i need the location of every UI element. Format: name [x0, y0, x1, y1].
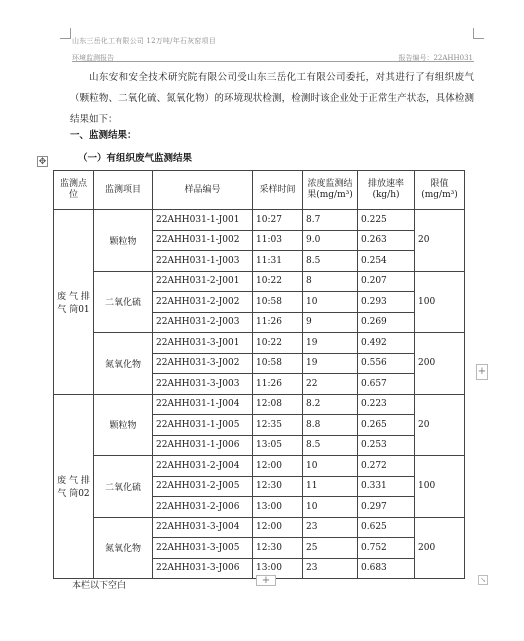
blank-below-note: 本栏以下空白 — [72, 581, 127, 591]
cell-monitoring-item: 氮氧化物 — [94, 517, 153, 579]
intro-paragraph: 山东安和安全技术研究院有限公司受山东三岳化工有限公司委托，对其进行了有组织废气（颗粒物、二氧化硫、氮氧化物）的环境现状检测，检测时该企业处于正常生产状态，具体检测结果如下： — [70, 72, 474, 125]
cell-sample-id: 22AHH031-3-J004 — [153, 517, 253, 538]
cell-rate: 0.254 — [358, 251, 415, 272]
cell-limit: 100 — [415, 271, 465, 333]
cell-time: 12:00 — [253, 456, 303, 477]
cell-monitoring-item: 二氧化硫 — [94, 456, 153, 518]
header-cell-limit: 限值(mg/m³) — [415, 171, 465, 210]
section-heading: 一、监测结果： — [70, 130, 137, 141]
header-report-number: 报告编号：22AHH031 — [398, 54, 473, 62]
cell-rate: 0.269 — [358, 312, 415, 333]
cell-concentration: 10 — [303, 292, 358, 313]
cell-limit: 20 — [415, 210, 465, 272]
cell-time: 10:58 — [253, 292, 303, 313]
cell-rate: 0.492 — [358, 333, 415, 354]
crop-mark-top-left — [60, 28, 71, 39]
cell-time: 13:05 — [253, 435, 303, 456]
table-row — [54, 394, 465, 415]
cell-time: 12:00 — [253, 517, 303, 538]
subsection-heading: （一）有组织废气监测结果 — [78, 153, 193, 164]
cell-sample-id: 22AHH031-3-J005 — [153, 538, 253, 559]
cell-concentration: 8.5 — [303, 435, 358, 456]
cell-rate: 0.225 — [358, 210, 415, 231]
header-cell-item: 监测项目 — [94, 171, 153, 210]
table-row — [54, 210, 465, 231]
cell-concentration: 9.0 — [303, 230, 358, 251]
header-company-line: 山东三岳化工有限公司 12万吨/年石灰窑项目 — [72, 37, 216, 45]
table-row — [54, 333, 465, 354]
cell-sample-id: 22AHH031-3-J006 — [153, 558, 253, 579]
cell-concentration: 8 — [303, 271, 358, 292]
cell-rate: 0.556 — [358, 353, 415, 374]
cell-sample-id: 22AHH031-1-J006 — [153, 435, 253, 456]
cell-concentration: 19 — [303, 353, 358, 374]
cell-sample-id: 22AHH031-2-J004 — [153, 456, 253, 477]
header-cell-rate: 排放速率(kg/h) — [358, 171, 415, 210]
cell-time: 12:08 — [253, 394, 303, 415]
cell-limit: 20 — [415, 394, 465, 456]
emission-results-table — [53, 170, 465, 579]
cell-concentration: 23 — [303, 558, 358, 579]
cell-concentration: 9 — [303, 312, 358, 333]
header-report-type: 环境监测报告 — [72, 54, 114, 62]
cell-concentration: 8.8 — [303, 415, 358, 436]
cell-limit: 200 — [415, 333, 465, 395]
cell-rate: 0.265 — [358, 415, 415, 436]
cell-rate: 0.297 — [358, 497, 415, 518]
table-row — [54, 271, 465, 292]
crop-mark-top-right — [473, 28, 484, 39]
cell-limit: 200 — [415, 517, 465, 579]
cell-sample-id: 22AHH031-2-J005 — [153, 476, 253, 497]
cell-time: 11:26 — [253, 312, 303, 333]
cell-time: 11:26 — [253, 374, 303, 395]
cell-rate: 0.272 — [358, 456, 415, 477]
cell-sample-id: 22AHH031-2-J002 — [153, 292, 253, 313]
table-row — [54, 517, 465, 538]
cell-sample-id: 22AHH031-1-J002 — [153, 230, 253, 251]
cell-concentration: 25 — [303, 538, 358, 559]
cell-time: 12:30 — [253, 538, 303, 559]
cell-concentration: 10 — [303, 497, 358, 518]
cell-sample-id: 22AHH031-1-J003 — [153, 251, 253, 272]
cell-time: 13:00 — [253, 497, 303, 518]
cell-monitoring-item: 氮氧化物 — [94, 333, 153, 395]
header-rule — [72, 61, 474, 62]
table-row — [54, 456, 465, 477]
header-cell-concentration: 浓度监测结果(mg/m³) — [303, 171, 358, 210]
cell-concentration: 10 — [303, 456, 358, 477]
cell-sample-id: 22AHH031-1-J004 — [153, 394, 253, 415]
cell-monitoring-point: 废 气 排 气 筒01 — [54, 210, 94, 395]
cell-sample-id: 22AHH031-3-J003 — [153, 374, 253, 395]
cell-rate: 0.223 — [358, 394, 415, 415]
cell-rate: 0.253 — [358, 435, 415, 456]
cell-concentration: 11 — [303, 476, 358, 497]
cell-sample-id: 22AHH031-3-J002 — [153, 353, 253, 374]
cell-monitoring-point: 废 气 排 气 筒02 — [54, 394, 94, 579]
cell-concentration: 8.7 — [303, 210, 358, 231]
cell-monitoring-item: 颗粒物 — [94, 394, 153, 456]
cell-rate: 0.331 — [358, 476, 415, 497]
cell-time: 11:31 — [253, 251, 303, 272]
cell-time: 12:30 — [253, 476, 303, 497]
cell-monitoring-item: 颗粒物 — [94, 210, 153, 272]
cell-time: 12:35 — [253, 415, 303, 436]
cell-sample-id: 22AHH031-1-J005 — [153, 415, 253, 436]
cell-time: 10:58 — [253, 353, 303, 374]
header-cell-point: 监测点位 — [54, 171, 94, 210]
table-move-handle-icon[interactable]: ✥ — [38, 157, 47, 167]
cell-rate: 0.683 — [358, 558, 415, 579]
cell-rate: 0.752 — [358, 538, 415, 559]
cell-rate: 0.293 — [358, 292, 415, 313]
cell-sample-id: 22AHH031-2-J006 — [153, 497, 253, 518]
add-column-plus-icon[interactable]: + — [476, 364, 488, 380]
cell-rate: 0.207 — [358, 271, 415, 292]
cell-concentration: 22 — [303, 374, 358, 395]
cell-sample-id: 22AHH031-2-J001 — [153, 271, 253, 292]
cell-time: 11:03 — [253, 230, 303, 251]
cell-rate: 0.625 — [358, 517, 415, 538]
cell-sample-id: 22AHH031-3-J001 — [153, 333, 253, 354]
cell-time: 10:22 — [253, 271, 303, 292]
cell-monitoring-item: 二氧化硫 — [94, 271, 153, 333]
header-cell-time: 采样时间 — [253, 171, 303, 210]
cell-sample-id: 22AHH031-2-J003 — [153, 312, 253, 333]
cell-concentration: 8.2 — [303, 394, 358, 415]
cell-concentration: 23 — [303, 517, 358, 538]
cell-rate: 0.263 — [358, 230, 415, 251]
add-row-plus-icon[interactable]: + — [256, 575, 276, 586]
cell-limit: 100 — [415, 456, 465, 518]
cell-time: 10:22 — [253, 333, 303, 354]
cell-time: 10:27 — [253, 210, 303, 231]
cell-rate: 0.657 — [358, 374, 415, 395]
table-resize-icon[interactable]: ↘ — [478, 575, 488, 585]
cell-sample-id: 22AHH031-1-J001 — [153, 210, 253, 231]
header-cell-sample: 样品编号 — [153, 171, 253, 210]
cell-time: 13:00 — [253, 558, 303, 579]
cell-concentration: 8.5 — [303, 251, 358, 272]
cell-concentration: 19 — [303, 333, 358, 354]
